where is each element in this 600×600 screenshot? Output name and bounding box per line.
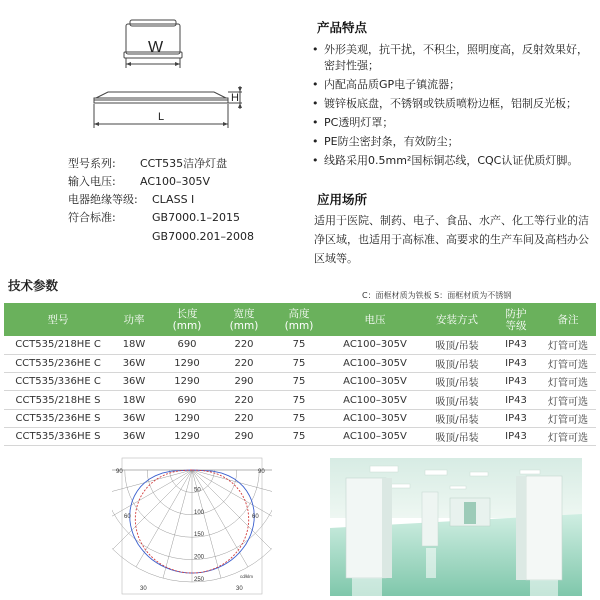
spec-value: AC100–305V <box>140 175 211 188</box>
table-cell: 吸顶/吊装 <box>422 391 492 409</box>
feature-item <box>308 42 598 74</box>
tech-note: C：面框材质为铁板 S：面框材质为不锈钢 <box>362 291 512 300</box>
application-text: 适用于医院、制药、电子、食品、水产、化工等行业的洁净区域，也适用于高标准、高要求的生产车间及高档办公区域等。 <box>314 214 589 265</box>
table-cell: 290 <box>218 373 270 391</box>
spec-row-series <box>68 157 227 171</box>
table-cell: 灯管可选 <box>540 391 596 409</box>
feature-text: 镀锌板底盘，不锈钢或铁质喷粉边框，铝制反光板； <box>324 97 577 110</box>
table-cell: IP43 <box>492 427 540 445</box>
application-title: 应用场所 <box>317 192 368 207</box>
table-cell: 1290 <box>156 373 218 391</box>
feature-item <box>308 134 598 150</box>
height-label: H <box>231 92 239 104</box>
polar-angle-label: 30 <box>140 586 147 592</box>
table-cell: CCT535/336HE C <box>4 373 112 391</box>
polar-unit-label: cd/klm <box>240 574 254 579</box>
features-list <box>308 42 598 172</box>
polar-radial-label: 200 <box>194 554 205 561</box>
polar-angle-label: 90 <box>116 469 123 475</box>
spec-label: 型号系列: <box>68 157 116 170</box>
table-cell: 吸顶/吊装 <box>422 373 492 391</box>
table-cell: 75 <box>270 336 328 354</box>
polar-radial-label: 250 <box>194 577 205 583</box>
feature-text: 内配高品质GP电子镇流器； <box>324 78 461 91</box>
table-header-cell: 电压 <box>328 303 422 336</box>
table-row <box>4 427 596 445</box>
table-header-cell: 防护 等级 <box>492 303 540 336</box>
polar-angle-label: 90 <box>258 469 265 475</box>
polar-angle-label: 30 <box>236 586 243 592</box>
table-header-cell: 功率 <box>112 303 156 336</box>
table-cell: 36W <box>112 354 156 372</box>
table-cell: 36W <box>112 427 156 445</box>
table-row <box>4 354 596 372</box>
table-header-cell: 高度 (mm) <box>270 303 328 336</box>
table-cell: 18W <box>112 391 156 409</box>
table-cell: 吸顶/吊装 <box>422 336 492 354</box>
table-cell: IP43 <box>492 336 540 354</box>
table-row <box>4 409 596 427</box>
table-cell: 690 <box>156 391 218 409</box>
feature-text: 外形美观，抗干扰，不积尘，照明度高，反射效果好，密封性强； <box>324 43 588 72</box>
spec-row-insulation <box>68 193 194 207</box>
table-cell: IP43 <box>492 373 540 391</box>
table-cell: 220 <box>218 354 270 372</box>
table-cell: 灯管可选 <box>540 354 596 372</box>
table-cell: CCT535/236HE C <box>4 354 112 372</box>
feature-item <box>308 115 598 131</box>
tech-title: 技术参数 <box>8 278 59 293</box>
bullet-icon: • <box>312 43 319 56</box>
feature-item <box>308 153 598 169</box>
table-header-row <box>4 303 596 336</box>
table-header-cell: 安装方式 <box>422 303 492 336</box>
feature-text: PC透明灯罩； <box>324 116 394 129</box>
polar-angle-label: 60 <box>252 514 259 520</box>
table-cell: 220 <box>218 391 270 409</box>
table-header-cell: 宽度 (mm) <box>218 303 270 336</box>
bullet-icon: • <box>312 154 319 167</box>
table-cell: 220 <box>218 409 270 427</box>
table-cell: AC100–305V <box>328 373 422 391</box>
dimension-drawing <box>78 16 248 131</box>
table-cell: 75 <box>270 354 328 372</box>
table-cell: 75 <box>270 409 328 427</box>
table-cell: IP43 <box>492 354 540 372</box>
table-header-cell: 型号 <box>4 303 112 336</box>
polar-radial-label: 50 <box>194 487 201 494</box>
feature-item <box>308 96 598 112</box>
table-cell: 36W <box>112 409 156 427</box>
polar-angle-label: 60 <box>124 514 131 520</box>
table-cell: CCT535/336HE S <box>4 427 112 445</box>
table-cell: 290 <box>218 427 270 445</box>
cleanroom-photo <box>330 458 582 596</box>
table-cell: 吸顶/吊装 <box>422 427 492 445</box>
spec-row-standard <box>68 211 240 225</box>
table-cell: 吸顶/吊装 <box>422 354 492 372</box>
table-cell: 灯管可选 <box>540 373 596 391</box>
table-cell: 690 <box>156 336 218 354</box>
table-cell: 220 <box>218 336 270 354</box>
bullet-icon: • <box>312 97 319 110</box>
spec-label: 电器绝缘等级: <box>68 193 138 206</box>
table-cell: 吸顶/吊装 <box>422 409 492 427</box>
spec-label: 输入电压: <box>68 175 116 188</box>
table-cell: 18W <box>112 336 156 354</box>
width-label: W <box>148 39 164 56</box>
bullet-icon: • <box>312 135 319 148</box>
table-row <box>4 336 596 354</box>
spec-label: 符合标准: <box>68 211 116 224</box>
spec-row-standard-2 <box>68 230 254 244</box>
table-cell: AC100–305V <box>328 354 422 372</box>
spec-value: GB7000.1–2015 <box>152 211 241 224</box>
polar-radial-label: 150 <box>194 532 205 539</box>
table-cell: 灯管可选 <box>540 336 596 354</box>
table-cell: 36W <box>112 373 156 391</box>
spec-value: CLASS I <box>152 193 195 206</box>
spec-row-voltage <box>68 175 210 189</box>
table-cell: CCT535/236HE S <box>4 409 112 427</box>
spec-table <box>4 303 596 446</box>
table-cell: CCT535/218HE S <box>4 391 112 409</box>
table-header-cell: 长度 (mm) <box>156 303 218 336</box>
bullet-icon: • <box>312 116 319 129</box>
table-cell: CCT535/218HE C <box>4 336 112 354</box>
table-cell: 1290 <box>156 409 218 427</box>
polar-radial-label: 100 <box>194 509 205 516</box>
table-cell: IP43 <box>492 409 540 427</box>
table-cell: AC100–305V <box>328 391 422 409</box>
table-cell: 灯管可选 <box>540 427 596 445</box>
table-cell: AC100–305V <box>328 427 422 445</box>
spec-value: GB7000.201–2008 <box>152 230 255 243</box>
table-cell: IP43 <box>492 391 540 409</box>
table-header-cell: 备注 <box>540 303 596 336</box>
table-cell: 1290 <box>156 354 218 372</box>
feature-text: 线路采用0.5mm²国标铜芯线，CQC认证优质灯脚。 <box>324 154 579 167</box>
spec-value: CCT535洁净灯盘 <box>140 157 228 170</box>
length-label: L <box>158 111 165 123</box>
feature-text: PE防尘密封条，有效防尘； <box>324 135 459 148</box>
feature-item <box>308 77 598 93</box>
table-cell: 75 <box>270 427 328 445</box>
bullet-icon: • <box>312 78 319 91</box>
table-cell: 75 <box>270 373 328 391</box>
table-cell: 1290 <box>156 427 218 445</box>
table-cell: AC100–305V <box>328 336 422 354</box>
table-cell: AC100–305V <box>328 409 422 427</box>
light-distribution-chart <box>112 456 272 596</box>
table-row <box>4 391 596 409</box>
features-title: 产品特点 <box>317 20 368 35</box>
table-row <box>4 373 596 391</box>
table-cell: 75 <box>270 391 328 409</box>
table-cell: 灯管可选 <box>540 409 596 427</box>
